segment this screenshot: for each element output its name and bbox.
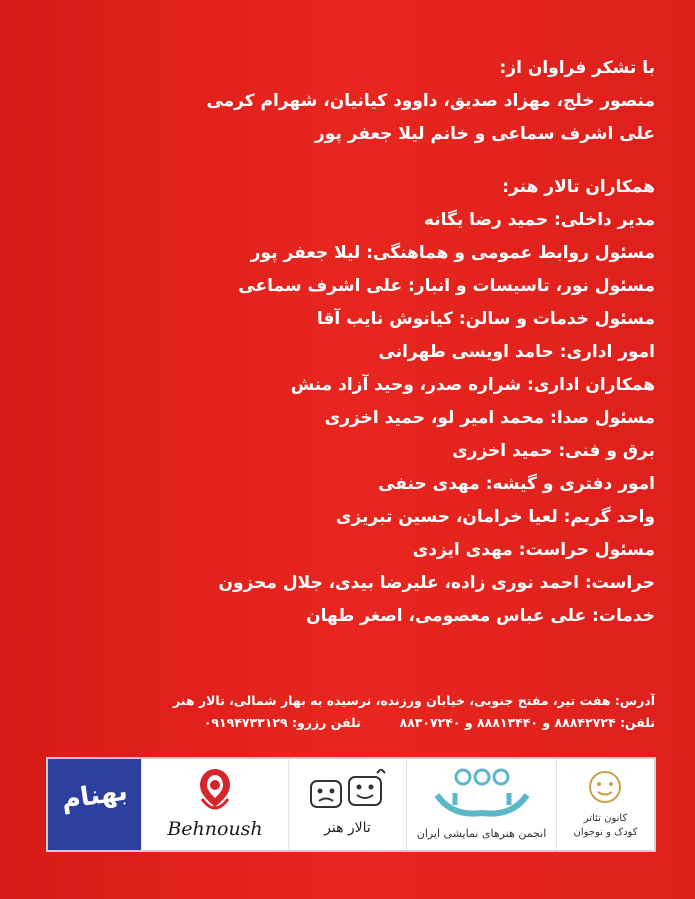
kanoon-caption-line2: کودک و نوجوان: [573, 827, 638, 838]
anjoman-emblem-icon: [407, 765, 557, 825]
anjoman-logo: [407, 759, 557, 850]
kanoon-emblem-icon: [557, 765, 654, 815]
staff-line: امور اداری: حامد اویسی طهرانی: [378, 342, 655, 362]
staff-line: برق و فنی: حمید اخزری: [452, 441, 655, 461]
staff-line: مسئول خدمات و سالن: کیانوش نایب آقا: [316, 309, 655, 329]
behnam-logo: [48, 759, 142, 850]
staff-line: واحد گریم: لعیا خرامان، حسین تبریزی: [335, 507, 655, 527]
thanks-line: علی اشرف سماعی و خانم لیلا جعفر پور: [315, 124, 655, 144]
staff-line: همکاران اداری: شراره صدر، وحید آزاد منش: [290, 375, 655, 395]
talar-honar-logo: [289, 759, 407, 850]
contact-block: [35, 690, 655, 734]
talar-honar-caption: تالار هنر: [324, 820, 371, 836]
sponsor-logo-strip: [46, 757, 656, 852]
phone-line: [35, 712, 655, 734]
staff-line: خدمات: علی عباس معصومی، اصغر طهان: [306, 606, 655, 626]
section-gap: [35, 151, 655, 171]
behnoush-wordmark: Behnoush: [167, 818, 263, 840]
anjoman-caption: انجمن هنرهای نمایشی ایران: [416, 827, 547, 840]
address-line: آدرس: هفت تیر، مفتح جنوبی، خیابان ورزنده، نرسیده به بهار شمالی، تالار هنر: [173, 693, 655, 708]
staff-line: مسئول نور، تاسیسات و انبار: علی اشرف سماعی: [238, 276, 655, 296]
kanoon-logo: [557, 759, 654, 850]
staff-line: مدیر داخلی: حمید رضا یگانه: [423, 210, 655, 230]
staff-line: مسئول صدا: محمد امیر لو، حمید اخزری: [324, 408, 655, 428]
kanoon-caption-line1: کانون تئاتر: [583, 813, 628, 824]
behnoush-emblem-icon: [142, 763, 289, 823]
staff-line: مسئول حراست: مهدی ایزدی: [412, 540, 655, 560]
phones-text: تلفن: ۸۸۸۴۲۷۲۴ و ۸۸۸۱۳۴۴۰ و ۸۸۳۰۷۲۴۰: [399, 715, 655, 730]
staff-line: امور دفتری و گیشه: مهدی حنفی: [378, 474, 655, 494]
staff-line: حراست: احمد نوری زاده، علیرضا بیدی، جلال محزون: [218, 573, 655, 593]
behnam-wordmark: بهنام: [59, 776, 130, 816]
reservation-text: تلفن رزرو: ۰۹۱۹۴۷۳۳۱۲۹: [203, 715, 361, 730]
staff-line: مسئول روابط عمومی و هماهنگی: لیلا جعفر پور: [250, 243, 655, 263]
theatre-masks-icon: [289, 769, 407, 819]
thanks-heading: با تشکر فراوان از:: [499, 58, 655, 78]
behnoush-logo: [142, 759, 289, 850]
thanks-line: منصور خلج، مهزاد صدیق، داوود کیانیان، شهرام کرمی: [206, 91, 655, 111]
credits-block: [35, 52, 655, 633]
staff-heading: همکاران تالار هنر:: [502, 177, 655, 197]
